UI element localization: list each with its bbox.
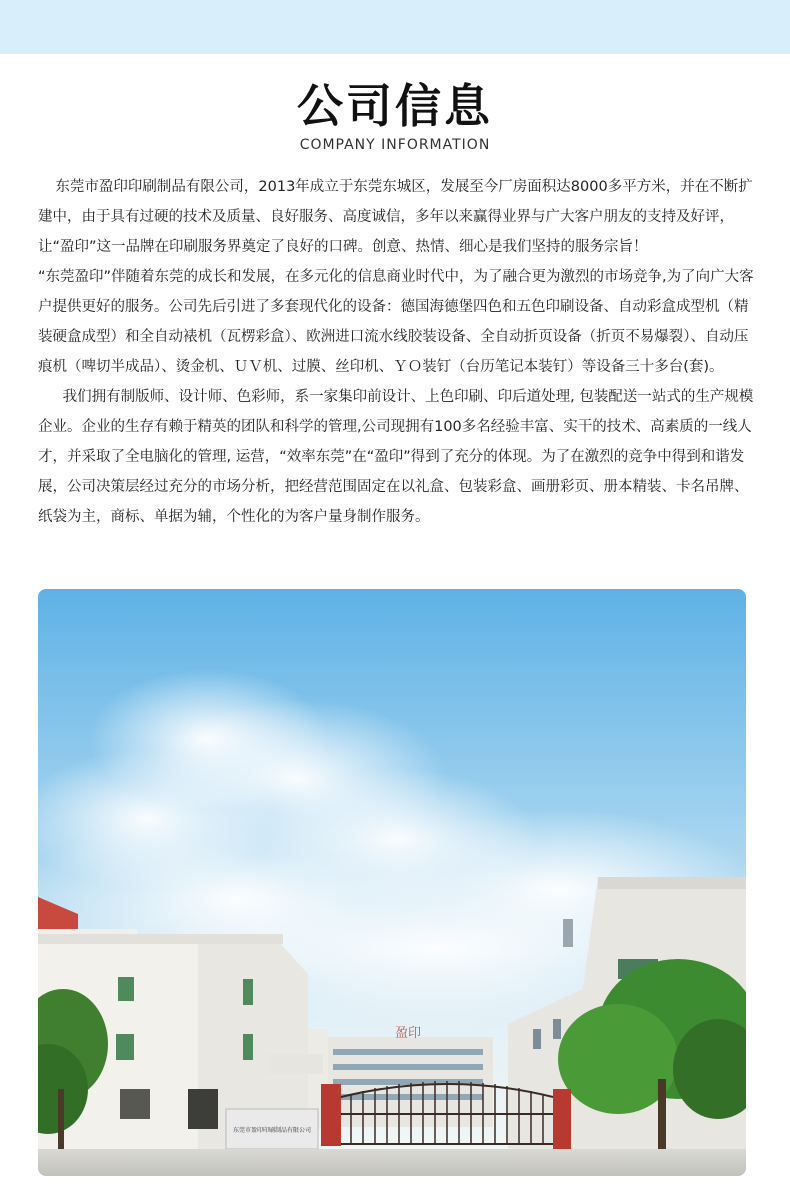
paragraph-3: 我们拥有制版师、设计师、色彩师，系一家集印前设计、上色印刷、印后道处理, 包装配送一站式的生产规模企业。企业的生存有赖于精英的团队和科学的管理,公司现拥有100多名经验丰富、实干的技术、高素质的一线人才，并采取了全电脑化的管理, 运营，“效率东莞”在“盈印”得到了充分的体现。为了在激烈的竞争中得到和谐发展，公司决策层经过充分的市场分析，把经营范围固定在以礼盒、包装彩盒、画册彩页、册本精装、卡名吊牌、纸袋为主，商标、单据为辅，个性化的为客户量身制作服务。	[38, 389, 754, 525]
company-building-photo	[38, 589, 746, 1176]
paragraph-2: “东莞盈印”伴随着东莞的成长和发展，在多元化的信息商业时代中，为了融合更为激烈的市场竞争,为了向广大客户提供更好的服务。公司先后引进了多套现代化的设备：德国海德堡四色和五色印刷设备、自动彩盒成型机（精装硬盒成型）和全自动裱机（瓦楞彩盒）、欧洲进口流水线胶装设备、全自动折页设备（折页不易爆裂）、自动压痕机（啤切半成品）、烫金机、ＵＶ机、过膜、丝印机、ＹＯ装钉（台历笔记本装钉）等设备三十多台(套)。	[38, 269, 754, 375]
company-description	[38, 172, 754, 532]
gate-pillar-right	[553, 1089, 571, 1149]
page-subtitle: COMPANY INFORMATION	[299, 137, 491, 153]
top-banner-strip	[0, 0, 790, 54]
page-title: 公司信息	[297, 79, 493, 133]
plaque-text: 东莞市盈印印刷制品有限公司	[232, 1127, 312, 1134]
ground	[38, 1149, 746, 1176]
paragraph-1: 东莞市盈印印刷制品有限公司，2013年成立于东莞东城区，发展至今厂房面积达8000多平方米，并在不断扩建中，由于具有过硬的技术及质量、良好服务、高度诚信，多年以来赢得业界与广大客户朋友的支持及好评，让“盈印”这一品牌在印刷服务界奠定了良好的口碑。创意、热情、细心是我们坚持的服务宗旨！	[38, 179, 753, 255]
company-plaque	[226, 1109, 318, 1149]
gate-pillar-left	[321, 1084, 341, 1146]
building-sign: 盈印	[394, 1026, 422, 1041]
